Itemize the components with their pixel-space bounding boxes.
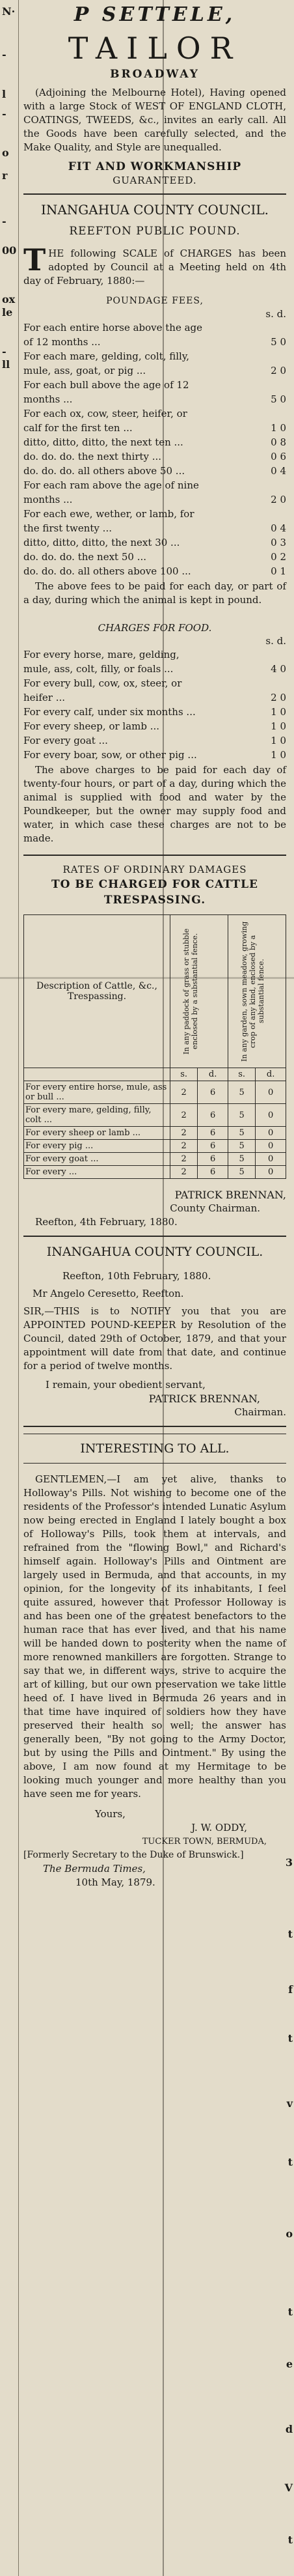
fee-row-amount: 0 1 <box>271 565 286 577</box>
sd-label: s. d. <box>265 635 286 647</box>
damage-row-value: 6 <box>198 1104 228 1127</box>
fee-row-label: do. do. do. the next thirty ... <box>23 451 162 462</box>
damage-title-3: TRESPASSING. <box>103 894 206 907</box>
tailor-body: (Adjoining the Melbourne Hotel), Having opened with a large Stock of WEST OF ENGLAND CLOTH, COATINGS, TWEEDS, &c., invites an early call. All the Goods have been carefully selected, and the Make Quality, and Style are unequalled. <box>23 87 286 153</box>
damage-row-value: 2 <box>170 1104 198 1127</box>
damage-sd: d. <box>256 1068 286 1081</box>
damage-row-value: 0 <box>256 1153 286 1166</box>
right-margin-char: e <box>286 2358 293 2370</box>
damage-table-header <box>24 915 286 1068</box>
fee-row-label: the first twenty ... <box>23 522 112 534</box>
fee-row <box>23 378 286 392</box>
fee-row <box>23 492 286 507</box>
damage-row-value: 6 <box>198 1166 228 1179</box>
main-column <box>23 0 286 1890</box>
pound-title: REEFTON PUBLIC POUND. <box>69 225 241 238</box>
food-note: The above charges to be paid for each day of twenty-four hours, or part of a day, during which the animal is supplied with food and water by the Poundkeeper, but the owner may supply food and water, in which case these charges are not to be made. <box>23 764 286 844</box>
left-margin-char: - <box>2 48 7 61</box>
food-row-label: For every sheep, or lamb ... <box>23 720 160 732</box>
left-margin-char: - <box>2 215 7 227</box>
fee-row-label: For each ox, cow, steer, heifer, or <box>23 408 187 419</box>
damage-row <box>24 1104 286 1127</box>
damage-row-desc: For every entire horse, mule, ass or bull ... <box>24 1081 170 1104</box>
damage-row-value: 0 <box>256 1104 286 1127</box>
damage-row-desc: For every sheep or lamb ... <box>24 1127 170 1140</box>
food-row-label: For every boar, sow, or other pig ... <box>23 749 197 761</box>
damage-title-1: RATES OF ORDINARY DAMAGES <box>62 864 247 875</box>
food-row-label: For every horse, mare, gelding, <box>23 649 180 660</box>
right-margin-char: t <box>287 2534 293 2546</box>
divider <box>23 1426 286 1427</box>
damage-row <box>24 1081 286 1104</box>
notice-sign-title: Chairman. <box>234 1406 286 1418</box>
left-margin-char: N· <box>2 5 16 18</box>
fee-row-label: months ... <box>23 494 73 505</box>
fees-list <box>23 320 286 578</box>
damage-rows <box>24 1081 286 1179</box>
food-row-label: For every calf, under six months ... <box>23 706 196 718</box>
left-margin-char: - <box>2 107 7 120</box>
sd-label: s. d. <box>265 308 286 320</box>
food-row-amount: 2 0 <box>271 692 286 703</box>
fee-row-label: do. do. do. the next 50 ... <box>23 551 147 563</box>
fee-row-label: For each bull above the age of 12 <box>23 379 189 391</box>
tailor-advertisement <box>23 0 286 187</box>
fees-note: The above fees to be paid for each day, or part of a day, during which the animal is kept in pound. <box>23 580 286 606</box>
fees-sd-header <box>23 307 286 320</box>
damage-row <box>24 1153 286 1166</box>
pound-intro-text: HE following SCALE of CHARGES has been adopted by Council at a Meeting held on 4th day of February, 1880:— <box>23 248 286 287</box>
fee-row-amount: 2 0 <box>271 494 286 505</box>
damage-row-value: 2 <box>170 1081 198 1104</box>
fee-row-label: of 12 months ... <box>23 336 101 348</box>
notice-closing: I remain, your obedient servant, <box>46 1379 206 1391</box>
damage-desc-header: Description of Cattle, &c., Trespassing. <box>24 915 170 1068</box>
left-margin-char: o <box>2 147 9 159</box>
food-row-amount: 1 0 <box>271 749 286 761</box>
damage-table <box>23 914 286 1179</box>
right-margin-char: o <box>286 2228 293 2240</box>
pound-sign-name: PATRICK BRENNAN, <box>174 1189 286 1201</box>
fee-row-label: do. do. do. all others above 100 ... <box>23 565 191 577</box>
letter-date: 10th May, 1879. <box>75 1876 155 1888</box>
fee-row <box>23 363 286 378</box>
notice-sign-name: PATRICK BRENNAN, <box>148 1393 260 1405</box>
fee-row <box>23 335 286 349</box>
fee-row <box>23 464 286 478</box>
fee-row-label: For each entire horse above the age <box>23 322 203 333</box>
fee-row <box>23 449 286 464</box>
fee-row-amount: 0 4 <box>271 522 286 534</box>
damage-row-value: 6 <box>198 1153 228 1166</box>
left-adjacent-column-fragment <box>0 0 19 2576</box>
fee-row-amount: 0 2 <box>271 551 286 563</box>
food-row <box>23 733 286 748</box>
letter-title: INTERESTING TO ALL. <box>80 1441 230 1456</box>
damage-row-desc: For every ... <box>24 1166 170 1179</box>
food-list <box>23 647 286 762</box>
fee-row <box>23 406 286 421</box>
fee-row-label: For each ram above the age of nine <box>23 479 199 491</box>
fee-row <box>23 478 286 492</box>
damage-row-value: 2 <box>170 1166 198 1179</box>
damage-row-desc: For every pig ... <box>24 1140 170 1153</box>
damage-row-value: 0 <box>256 1127 286 1140</box>
left-margin-char: ox <box>2 293 16 305</box>
damage-row-value: 5 <box>228 1166 255 1179</box>
notice-dateline: Reefton, 10th February, 1880. <box>62 1270 211 1282</box>
food-row <box>23 705 286 719</box>
notice-council: INANGAHUA COUNTY COUNCIL. <box>46 1245 263 1259</box>
damage-sd-empty <box>24 1068 170 1081</box>
fee-row-amount: 5 0 <box>271 393 286 405</box>
damage-row-value: 6 <box>198 1127 228 1140</box>
fee-row-label: calf for the first ten ... <box>23 422 133 434</box>
damage-row-value: 6 <box>198 1081 228 1104</box>
letter-yours: Yours, <box>95 1808 126 1820</box>
damage-row-value: 5 <box>228 1081 255 1104</box>
damage-row-value: 5 <box>228 1104 255 1127</box>
right-adjacent-column-fragment <box>285 0 294 2576</box>
left-margin-char: r <box>2 169 8 182</box>
fee-row-label: mule, ass, goat, or pig ... <box>23 365 146 376</box>
fee-row <box>23 521 286 535</box>
fee-row-label: months ... <box>23 393 73 405</box>
damage-row-value: 2 <box>170 1127 198 1140</box>
left-margin-char: - <box>2 345 7 358</box>
right-margin-char: 3 <box>285 1856 293 1869</box>
fee-row-label: ditto, ditto, ditto, the next ten ... <box>23 436 183 448</box>
pound-council: INANGAHUA COUNTY COUNCIL. <box>40 202 269 218</box>
damage-row-value: 5 <box>228 1127 255 1140</box>
right-margin-char: t <box>287 2032 293 2045</box>
food-row-amount: 4 0 <box>271 663 286 675</box>
left-margin-char: 00 <box>2 244 17 257</box>
divider <box>23 1463 286 1464</box>
fee-row-amount: 0 3 <box>271 537 286 548</box>
damage-row-value: 0 <box>256 1081 286 1104</box>
food-row-label: For every goat ... <box>23 735 108 746</box>
left-margin-char: l <box>2 88 7 100</box>
letter-place: TUCKER TOWN, BERMUDA, <box>142 1837 267 1847</box>
damage-row <box>24 1166 286 1179</box>
fee-row-amount: 0 4 <box>271 465 286 477</box>
right-margin-char: t <box>287 2306 293 2318</box>
damage-row-value: 5 <box>228 1140 255 1153</box>
food-row <box>23 647 286 662</box>
food-row <box>23 719 286 733</box>
food-sd-header <box>23 634 286 647</box>
fee-row <box>23 349 286 363</box>
food-row-amount: 1 0 <box>271 706 286 718</box>
letter-body: GENTLEMEN,—I am yet alive, thanks to Holloway's Pills. Not wishing to become one of the residents of the Professor's intended Lunatic Asylum now being erected in England I lately bought a box of Holloway's Pills, took them at intervals, and refrained from the "flowing Bowl," and Richard's himself again. Holloway's Pills and Ointment are largely used in Bermuda, and that accounts, in my opinion, for the longevity of its inhabitants, I feel quite assured, however that Professor Holloway is and has been one of the greatest benefactors to the human race that has ever lived, and that his name will be handed down to posterity when the name of more renowned mankillers are forgotten. Strange to say that we, in different ways, strive to acquire the art of killing, but our own preservation we take little heed of. I have lived in Bermuda 26 years and in that time have inquired of soldiers how they have preserved their health so well; the answer has generally been, "By not going to the Army Doctor, but by using the Pills and Ointment." By using the above, I am now found at my Hermitage to be looking much younger and more healthy than you have seen me for years. <box>23 1473 286 1800</box>
fee-row-amount: 5 0 <box>271 336 286 348</box>
fee-row-label: ditto, ditto, ditto, the next 30 ... <box>23 537 180 548</box>
damage-row-value: 0 <box>256 1140 286 1153</box>
right-margin-char: t <box>287 1928 293 1940</box>
fee-row <box>23 507 286 521</box>
fee-row <box>23 392 286 406</box>
pound-notice <box>23 201 286 1229</box>
damage-col2-text: In any garden, sown meadow, growing crop of any kind, enclosed by a substantial fence. <box>239 921 265 1062</box>
fee-row-amount: 2 0 <box>271 365 286 376</box>
damage-row-value: 2 <box>170 1153 198 1166</box>
tailor-tagline-2: GUARANTEED. <box>113 175 197 186</box>
damage-row <box>24 1140 286 1153</box>
damage-sd-row <box>24 1068 286 1081</box>
fee-row <box>23 421 286 435</box>
fee-row <box>23 564 286 578</box>
tailor-tagline-1: FIT AND WORKMANSHIP <box>68 160 242 173</box>
damage-row-desc: For every mare, gelding, filly, colt ... <box>24 1104 170 1127</box>
food-row-label: heifer ... <box>23 692 66 703</box>
right-margin-char: d <box>285 2423 293 2435</box>
fee-row-label: do. do. do. all others above 50 ... <box>23 465 185 477</box>
food-row-amount: 1 0 <box>271 735 286 746</box>
damage-row-desc: For every goat ... <box>24 1153 170 1166</box>
food-row <box>23 662 286 676</box>
food-row-label: For every bull, cow, ox, steer, or <box>23 677 182 689</box>
damage-sd: s. <box>170 1068 198 1081</box>
letter-name: J. W. ODDY, <box>191 1822 247 1833</box>
pound-sign-title: County Chairman. <box>170 1202 260 1214</box>
food-row-label: mule, ass, colt, filly, or foals ... <box>23 663 174 675</box>
divider <box>23 193 286 195</box>
food-row <box>23 676 286 690</box>
damage-col2-header <box>228 915 286 1068</box>
food-row <box>23 748 286 762</box>
appointment-notice <box>23 1243 286 1419</box>
food-row <box>23 690 286 705</box>
food-heading: CHARGES FOR FOOD. <box>98 622 212 634</box>
tailor-name: P SETTELE, <box>74 3 236 26</box>
left-margin-char: le <box>2 306 13 318</box>
pound-intro <box>23 242 286 288</box>
damage-row-value: 6 <box>198 1140 228 1153</box>
damage-col1-text: In any paddock of grass or stubble enclosed by a substantial fence. <box>181 928 199 1054</box>
damage-row-value: 0 <box>256 1166 286 1179</box>
fees-heading: POUNDAGE FEES, <box>106 296 204 306</box>
food-row-amount: 1 0 <box>271 720 286 732</box>
damage-row <box>24 1127 286 1140</box>
damage-title-2: TO BE CHARGED FOR CATTLE <box>51 878 258 891</box>
damage-col1-header <box>170 915 228 1068</box>
fee-row-amount: 0 8 <box>271 436 286 448</box>
fee-row <box>23 550 286 564</box>
pound-dropcap: T <box>23 242 46 277</box>
notice-body: SIR,—THIS is to NOTIFY you that you are APPOINTED POUND-KEEPER by Resolution of the Council, dated 29th of October, 1879, and that your appointment will date from that date, and continue for a period of twelve months. <box>23 1305 286 1372</box>
letter-source: The Bermuda Times, <box>43 1863 146 1875</box>
fee-row-label: For each mare, gelding, colt, filly, <box>23 350 190 362</box>
fee-row <box>23 435 286 449</box>
tailor-street: BROADWAY <box>110 68 200 81</box>
right-margin-char: v <box>286 2097 293 2110</box>
damage-sd: d. <box>198 1068 228 1081</box>
letter-role: [Formerly Secretary to the Duke of Brunswick.] <box>23 1850 244 1860</box>
divider <box>23 855 286 856</box>
right-margin-char: V <box>284 2482 293 2494</box>
left-margin-char: ll <box>2 358 10 371</box>
damage-row-value: 5 <box>228 1153 255 1166</box>
notice-to: Mr Angelo Ceresetto, Reefton. <box>33 1288 184 1299</box>
tailor-trade: TAILOR <box>68 31 242 66</box>
fee-row-amount: 0 6 <box>271 451 286 462</box>
right-margin-char: f <box>288 1983 293 1996</box>
fee-row-label: For each ewe, wether, or lamb, for <box>23 508 194 520</box>
damage-row-value: 2 <box>170 1140 198 1153</box>
right-margin-char: t <box>287 2156 293 2168</box>
damage-sd: s. <box>228 1068 255 1081</box>
holloway-letter <box>23 1434 286 1890</box>
pound-sign-date: Reefton, 4th February, 1880. <box>35 1216 178 1228</box>
fee-row <box>23 535 286 550</box>
fee-row <box>23 320 286 335</box>
fee-row-amount: 1 0 <box>271 422 286 434</box>
divider <box>23 1236 286 1237</box>
